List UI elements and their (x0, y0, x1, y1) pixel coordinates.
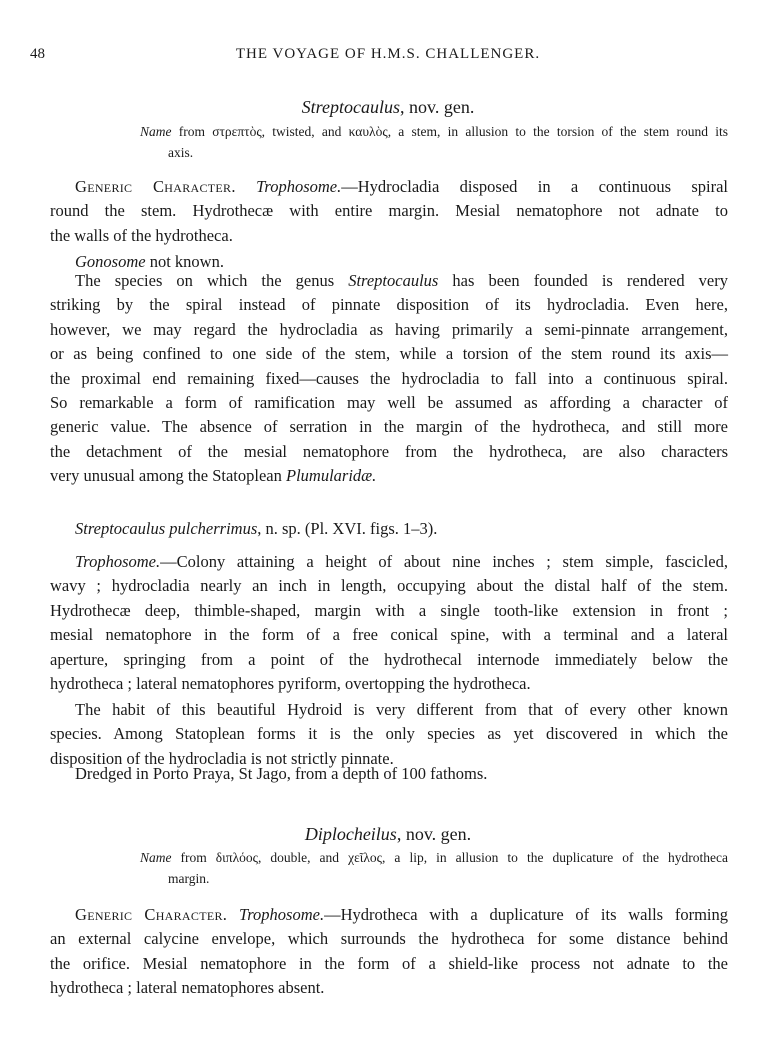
text-line (50, 623, 728, 647)
text: very unusual among the Statoplean (50, 466, 286, 486)
text: mesial nematophore in the form of a free conical spine, with a terminal and a lateral (50, 625, 728, 645)
italic-text: Streptocaulus (301, 97, 400, 117)
text-line (50, 722, 728, 746)
text-line (140, 121, 728, 142)
text-line (0, 822, 776, 846)
text-line (50, 927, 728, 951)
italic-text: Name (140, 850, 172, 865)
text-line (140, 142, 728, 163)
species-heading (75, 517, 753, 541)
text-line (50, 318, 728, 342)
text: disposition of the hydrocladia is not strictly pinnate. (50, 748, 394, 768)
text: aperture, springing from a point of the hydrothecal internode immediately below the (50, 649, 728, 669)
text: The habit of this beautiful Hydroid is very different from that of every other known (75, 700, 728, 719)
text: —Hydrotheca with a duplicature of its walls forming (324, 905, 728, 924)
small-caps-text: Generic Character. (75, 905, 228, 924)
paragraph-habit (50, 698, 728, 771)
text-line (140, 868, 728, 889)
text-line (50, 903, 728, 927)
text-line (50, 175, 728, 199)
text-line (50, 698, 728, 722)
italic-text: Name (140, 124, 172, 139)
text-line (50, 367, 728, 391)
text: margin. (168, 871, 210, 886)
italic-text: Streptocaulus (348, 271, 439, 290)
text-line (50, 391, 728, 415)
text: Hydrothecæ deep, thimble-shaped, margin with a single tooth-like extension in front ; (50, 600, 728, 620)
text-line (50, 269, 728, 293)
etymology-note-diplocheilus (140, 847, 728, 889)
text-line (140, 847, 728, 868)
text: , n. sp. (Pl. XVI. figs. 1–3). (257, 519, 438, 538)
text-line (50, 952, 728, 976)
page-number: 48 (30, 46, 45, 62)
text: , nov. gen. (396, 824, 472, 844)
genus-heading-streptocaulus (0, 95, 776, 119)
text: —Hydrocladia disposed in a continuous spiral (341, 177, 729, 196)
text-line (50, 648, 728, 672)
text: an external calycine envelope, which surrounds the hydrotheca for some distance behind (50, 929, 728, 949)
text: generic value. The absence of serration in the margin of the hydrotheca, and still more (50, 417, 728, 437)
text: Dredged in Porto Praya, St Jago, from a depth of 100 fathoms. (75, 764, 488, 783)
text-line (50, 199, 728, 223)
text: the walls of the hydrotheca. (50, 225, 233, 245)
generic-character-streptocaulus (50, 175, 728, 248)
text: from στρεπτὸς, twisted, and καυλὸς, a stem, in allusion to the torsion of the stem round its (171, 124, 728, 139)
text-line (0, 95, 776, 119)
text: has been founded is rendered very (438, 271, 729, 290)
text-line (50, 293, 728, 317)
text: the proximal end remaining fixed—causes the hydrocladia to fall into a continuous spiral. (50, 368, 728, 388)
text: hydrotheca ; lateral nematophores pyriform, overtopping the hydrotheca. (50, 674, 531, 694)
etymology-note-streptocaulus (140, 121, 728, 163)
text-line (75, 517, 753, 541)
text: axis. (168, 145, 194, 160)
text-line (50, 464, 728, 488)
text: —Colony attaining a height of about nine inches ; stem simple, fascicled, (160, 552, 728, 571)
text: however, we may regard the hydrocladia as having primarily a semi-pinnate arrangement, (50, 319, 728, 339)
text: wavy ; hydrocladia nearly an inch in length, occupying about the distal half of the stem. (50, 576, 728, 596)
text: or as being confined to one side of the stem, while a torsion of the stem round its axis— (50, 344, 728, 364)
text: the detachment of the mesial nematophore from the hydrotheca, are also characters (50, 441, 728, 461)
text: round the stem. Hydrothecæ with entire margin. Mesial nematophore not adnate to (50, 201, 728, 221)
text: striking by the spiral instead of pinnate disposition of its hydrocladia. Even here, (50, 295, 728, 315)
italic-text: Trophosome. (75, 552, 161, 571)
small-caps-text: Generic Character. (75, 177, 236, 196)
paragraph-streptocaulus-discussion (50, 269, 728, 489)
paragraph-trophosome (50, 550, 728, 696)
text-line (50, 599, 728, 623)
italic-text: Trophosome. (238, 905, 325, 924)
text-line (50, 574, 728, 598)
text: the orifice. Mesial nematophore in the form of a shield-like process not adnate to the (50, 953, 728, 973)
italic-text: Diplocheilus (304, 824, 397, 844)
italic-text: Gonosome (75, 252, 146, 271)
italic-text: Streptocaulus pulcherrimus (75, 519, 258, 538)
text: , nov. gen. (400, 97, 475, 117)
text-line (50, 440, 728, 464)
text-line (50, 672, 728, 696)
italic-text: Plumularidæ. (286, 466, 377, 486)
paragraph-locality (50, 762, 728, 786)
generic-character-diplocheilus (50, 903, 728, 1001)
running-title: THE VOYAGE OF H.M.S. CHALLENGER. (235, 46, 541, 62)
text-line (50, 550, 728, 574)
text: hydrotheca ; lateral nematophores absent. (50, 978, 325, 998)
text-line (50, 415, 728, 439)
text: not known. (145, 252, 224, 271)
genus-heading-diplocheilus (0, 822, 776, 846)
italic-text: Trophosome. (256, 177, 342, 196)
text: So remarkable a form of ramification may well be assumed as affording a character of (50, 393, 728, 413)
text: from διπλόος, double, and χεῖλος, a lip, in allusion to the duplicature of the hydrotheca (171, 850, 728, 865)
text-line (50, 762, 728, 786)
text-line (50, 224, 728, 248)
text: species. Among Statoplean forms it is the only species as yet discovered in which the (50, 724, 728, 744)
text: The species on which the genus (75, 271, 349, 290)
text-line (50, 976, 728, 1000)
text-line (50, 342, 728, 366)
text (227, 905, 239, 924)
text (236, 177, 256, 196)
